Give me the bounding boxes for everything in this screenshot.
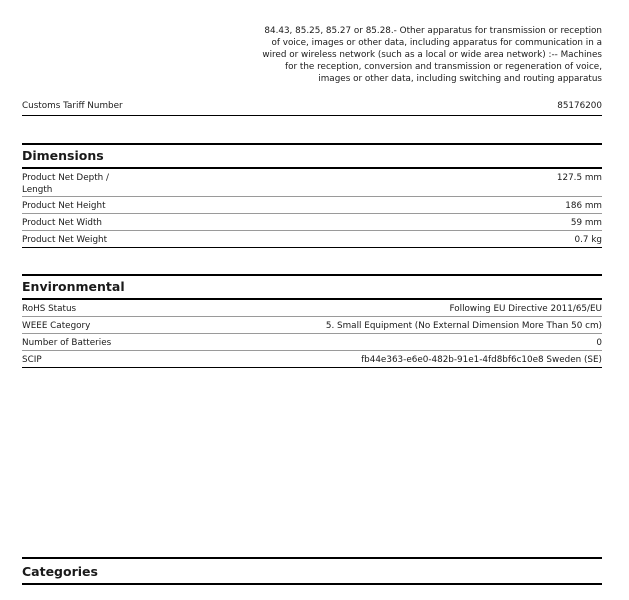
tariff-description: 84.43, 85.25, 85.27 or 85.28.- Other apparatus for transmission or reception of voice, images or other data, including apparatus for communication in a wired or wireless network (such as a local or wide area network) :-- Machines for the reception, conversion and transmission or regeneration of voice, images or other data, including switching and routing apparatus	[262, 26, 602, 84]
spec-value: 0.7 kg	[574, 235, 602, 245]
dimensions-heading: Dimensions	[22, 145, 602, 169]
spec-value: 5. Small Equipment (No External Dimension More Than 50 cm)	[325, 321, 602, 331]
spec-label: Product Net Width	[22, 218, 102, 228]
spec-value: Following EU Directive 2011/65/EU	[449, 304, 602, 314]
spec-label: Number of Batteries	[22, 338, 112, 348]
environmental-heading: Environmental	[22, 276, 602, 300]
dimensions-section	[22, 143, 602, 248]
spec-row-scip	[22, 351, 602, 368]
spec-row-rohs	[22, 300, 602, 317]
spec-row-width	[22, 214, 602, 231]
spec-value: 59 mm	[570, 218, 602, 228]
spec-value: 0	[596, 338, 602, 348]
spec-label: Product Net Depth / Length	[22, 173, 109, 195]
spec-row-batteries	[22, 334, 602, 351]
spec-row-weight	[22, 231, 602, 248]
customs-tariff-label: Customs Tariff Number	[22, 101, 123, 111]
customs-tariff-value: 85176200	[557, 101, 602, 111]
spec-row-weee	[22, 317, 602, 334]
spec-row-height	[22, 197, 602, 214]
spec-value: 186 mm	[565, 201, 602, 211]
spec-label: SCIP	[22, 355, 42, 365]
spec-row-depth	[22, 169, 602, 197]
spec-label: Product Net Height	[22, 201, 106, 211]
categories-heading: Categories	[22, 559, 602, 585]
customs-tariff-row	[22, 101, 602, 116]
categories-section	[22, 557, 602, 585]
spec-value: 127.5 mm	[556, 173, 602, 183]
spec-label: RoHS Status	[22, 304, 77, 314]
spec-label: Product Net Weight	[22, 235, 108, 245]
spec-value: fb44e363-e6e0-482b-91e1-4fd8bf6c10e8 Sweden (SE)	[361, 355, 602, 365]
environmental-section	[22, 274, 602, 368]
spec-label: WEEE Category	[22, 321, 91, 331]
